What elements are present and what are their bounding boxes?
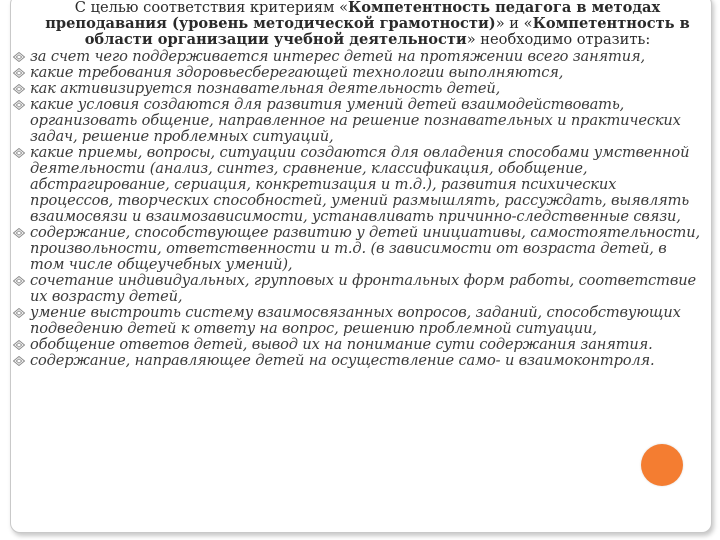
list-item-text: как активизируется познавательная деятельность детей, xyxy=(30,80,501,97)
diamond-bullet-icon xyxy=(13,84,25,94)
list-item xyxy=(12,305,707,337)
list-item xyxy=(12,97,707,145)
diamond-bullet-icon xyxy=(13,148,25,158)
heading-pre: С целью соответствия критериям « xyxy=(74,0,349,16)
list-item xyxy=(12,145,707,225)
list-item xyxy=(12,225,707,273)
list-item xyxy=(12,273,707,305)
list-item xyxy=(12,353,707,369)
criteria-list xyxy=(12,49,707,369)
slide-heading xyxy=(12,0,707,48)
heading-criterion-1: Компетентность педагога в методах преподавания (уровень методической грамотности) xyxy=(45,0,661,32)
list-item-text: умение выстроить систему взаимосвязанных вопросов, заданий, способствующих подведению детей к ответу на вопрос, решению проблемной ситуации, xyxy=(30,304,681,337)
list-item-text: обобщение ответов детей, вывод их на понимание сути содержания занятия. xyxy=(30,336,653,353)
list-item xyxy=(12,49,707,65)
list-item-text: содержание, способствующее развитию у детей инициативы, самостоятельности, произвольности, ответственности и т.д. (в зависимости от возраста детей, в том числе общеучебных умений), xyxy=(30,224,700,273)
list-item xyxy=(12,65,707,81)
diamond-bullet-icon xyxy=(13,356,25,366)
list-item xyxy=(12,337,707,353)
list-item-text: содержание, направляющее детей на осуществление само- и взаимоконтроля. xyxy=(30,352,655,369)
diamond-bullet-icon xyxy=(13,100,25,110)
list-item xyxy=(12,81,707,97)
list-item-text: какие приемы, вопросы, ситуации создаются для овладения способами умственной деятельности (анализ, синтез, сравнение, классификация, обобщение, абстрагирование, сериация, конкретизация и т.д.), развития психических процессов, творческих способностей, умений размышлять, рассуждать, выявлять взаимосвязи и взаимозависимости, устанавливать причинно-следственные связи, xyxy=(30,144,690,225)
heading-post: » необходимо отразить: xyxy=(466,31,651,48)
heading-mid: » и « xyxy=(495,15,533,32)
diamond-bullet-icon xyxy=(13,308,25,318)
orange-circle-accent xyxy=(641,444,683,486)
heading-criterion-2: Компетентность в области организации учебной деятельности xyxy=(84,15,690,48)
diamond-bullet-icon xyxy=(13,52,25,62)
slide-content xyxy=(12,0,707,369)
diamond-bullet-icon xyxy=(13,276,25,286)
diamond-bullet-icon xyxy=(13,68,25,78)
diamond-bullet-icon xyxy=(13,228,25,238)
list-item-text: какие требования здоровьесберегающей технологии выполняются, xyxy=(30,64,564,81)
list-item-text: за счет чего поддерживается интерес детей на протяжении всего занятия, xyxy=(30,48,645,65)
list-item-text: какие условия создаются для развития умений детей взаимодействовать, организовать общение, направленное на решение познавательных и практических задач, решение проблемных ситуаций, xyxy=(30,96,681,145)
list-item-text: сочетание индивидуальных, групповых и фронтальных форм работы, соответствие их возрасту детей, xyxy=(30,272,696,305)
diamond-bullet-icon xyxy=(13,340,25,350)
